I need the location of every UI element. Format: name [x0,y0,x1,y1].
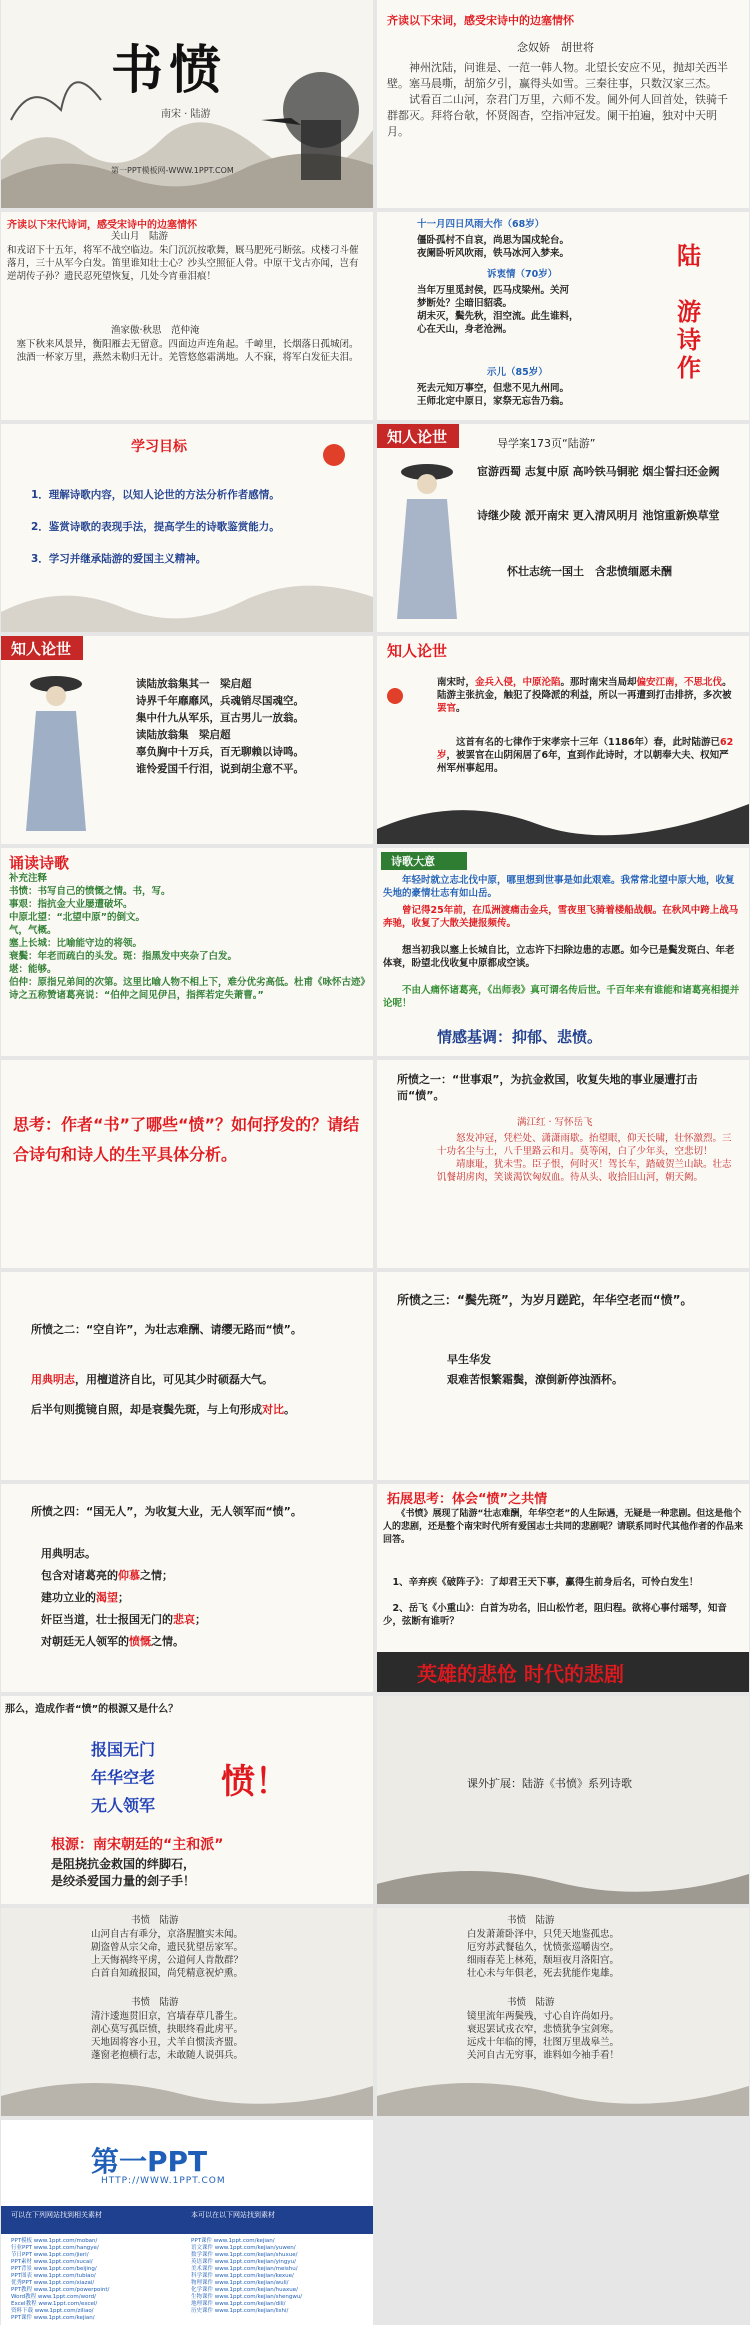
slide-title-text: 书愤 [111,40,228,101]
poem-title-2: 书愤 陆游 [131,1997,179,2008]
poem-title: 书愤 陆游 [507,1915,555,1926]
poem-body-2: 镜里流年两鬓残，寸心自许尚如丹。 衰迟罢试戎衣窄，悲愤犹争宝剑寒。 远戍十年临的博，壮图万里战皋兰。 关河自古无穷事，谁料如今袖手看！ [467,2011,620,2061]
slide-heading: 齐读以下宋词，感受宋诗中的边塞情怀 [387,14,574,27]
mountain-decoration [377,2056,749,2116]
extension-paragraph: 《书愤》展现了陆游“壮志难酬，年华空老”的人生际遇，无疑是一种悲剧。但这是他个人的悲剧，还是整个南宋时代所有爱国志士共同的悲剧呢？请联系同时代其他作者的作品来回答。 [383,1509,744,1545]
analysis-3: 奸臣当道，壮士报国无门的悲哀； [41,1613,206,1626]
goal-item: 3．学习并继承陆游的爱国主义精神。 [31,553,207,565]
slide-recite [1,848,373,1056]
anger-point: 所愤之三：“鬓先斑”，为岁月蹉跎，年华空老而“愤”。 [397,1293,693,1307]
slide-niannujiao [377,0,749,208]
poem-a-title: 十一月四日风雨大作（68岁） [417,219,545,230]
slide-goals [1,424,373,632]
resource-link[interactable]: 历史课件 www.1ppt.com/kejian/lishi/ [191,2308,289,2314]
column-title-right: 本可以在以下网站找到素材 [191,2211,275,2219]
poem-c: 死去元知万事空，但悲不见九州同。 王师北定中原日，家祭无忘告乃翁。 [417,383,570,407]
resource-link[interactable]: PPT图表 www.1ppt.com/tubiao/ [11,2273,96,2279]
slide-heading: 拓展思考：体会“愤”之共情 [387,1492,548,1507]
red-sun-icon [387,688,403,704]
slide-anger-3 [377,1272,749,1480]
slide-guanshanyue [1,212,373,420]
cause-item: 无人领军 [91,1796,156,1815]
poem-title-2: 书愤 陆游 [507,1997,555,2008]
couplet-1: 宦游西蜀 志复中原 高吟铁马铜驼 烟尘誓扫还金阙 [477,465,720,478]
annotation-notes: 补充注释 书愤：书写自己的愤慨之情。书，写。 事艰：指抗金大业屡遭破坏。 中原北望：“北望中原”的倒文。 气，气概。 塞上长城：比喻能守边的将领。 衰鬓：年老而疏白的头发。斑：指黑发中夹杂了白发。 堪：能够。 伯仲：原指兄弟间的次第。这里比喻人物不相上下，难分优劣高低。杜甫《咏怀古迹》诗之五称赞诸葛亮说：“伯仲之间见伊吕，指挥若定失萧曹。” [9,873,366,1001]
goal-item: 1．理解诗歌内容，以知人论世的方法分析作者感情。 [31,489,280,501]
slide-background-2 [1,636,373,844]
meaning-p1: 年轻时就立志北伐中原，哪里想到世事是如此艰难。我常常北望中原大地，收复失地的豪情壮志有如山岳。 [383,875,735,899]
slide-anger-4 [1,1484,373,1692]
slide-poems-a [1,1908,373,2116]
ink-mountain-decoration [377,784,749,844]
slide-anger-1 [377,1060,749,1268]
paragraph-2: 这首有名的七律作于宋孝宗十三年（1186年）春，此时陆游已62岁，被罢官在山阴闲居了6年，直到作此诗时，才以朝奉大夫、权知严州军州事起用。 [437,737,734,774]
slide-meaning [377,848,749,1056]
slide-luyou-poems [377,212,749,420]
meaning-p3: 想当初我以塞上长城自比，立志许下扫除边患的志愿。如今已是鬓发斑白、年老体衰，盼望北伐收复中原都成空谈。 [383,945,735,969]
meaning-p4: 不由人痛怀诸葛亮，《出师表》真可谓名传后世。千百年来有谁能和诸葛亮相提并论呢！ [383,985,740,1009]
poem-body: 白发萧萧卧泽中，只凭天地鉴孤忠。 厄穷苏武餐毡久，忧愤张巡嚼齿空。 细雨春芜上林苑，颓垣夜月洛阳宫。 壮心未与年俱老，死去犹能作鬼雄。 [467,1929,620,1979]
slide-poems-b [377,1908,749,2116]
slide-ending [1,2120,373,2325]
liang-poems: 读陆放翁集其一 梁启超 诗界千年靡靡风，兵魂销尽国魂空。 集中什九从军乐，亘古男儿一放翁。 读陆放翁集 梁启超 辜负胸中十万兵，百无聊赖以诗鸣。 谁怜爱国千行泪，说到胡尘意不平。 [136,678,304,775]
brand-url: HTTP://WWW.1PPT.COM [101,2176,226,2186]
poem-body: 神州沈陆，问谁是、一范一韩人物。北望长安应不见，抛却关西半壁。塞马晨嘶，胡笳夕引，赢得头如雪。三秦往事，只数汉家三杰。 试看百二山河，奈君门万里，六师不发。阃外何人回首处，铁骑千群都灭。拜将台欹，怀贤阁杳，空指冲冠发。阑干拍遍，独对中天明月。 [387,61,728,138]
link-list-left [11,2238,186,2322]
mountain-decoration [1,572,373,632]
resource-link[interactable]: 数学课件 www.1ppt.com/kejian/shuxue/ [191,2252,298,2258]
extension-item-2: 2、岳飞《小重山》：白首为功名，旧山松竹老，阻归程。欲将心事付瑶琴，知音少，弦断有谁听？ [383,1603,727,1627]
meaning-p2: 曾记得25年前，在瓜洲渡痛击金兵，雪夜里飞骑着楼船战舰。在秋风中跨上战马奔驰，收复了大散关捷报频传。 [383,905,739,929]
red-sun-icon [323,444,345,466]
poem-b: 当年万里觅封侯，匹马戍梁州。关河 梦断处？尘暗旧貂裘。 胡未灭，鬓先秋，泪空流。此生谁料， 心在天山，身老沧洲。 [417,285,579,335]
root-detail: 是阻挠抗金救国的绊脚石， 是绞杀爱国力量的刽子手！ [51,1857,196,1888]
slide-extension [377,1484,749,1692]
cause-item: 报国无门 [91,1740,156,1759]
poem-title: 书愤 陆游 [131,1915,179,1926]
poem-b-title: 诉衷情（70岁） [487,269,558,280]
goal-list [31,479,280,575]
extension-item-1: 1、辛弃疾《破阵子》：了却君王天下事，赢得生前身后名，可怜白发生！ [383,1577,699,1588]
slide-root-cause [1,1696,373,1904]
slide-anger-2 [1,1272,373,1480]
resource-link[interactable]: PPT模板 www.1ppt.com/moban/ [11,2238,98,2244]
analysis-1: 用典明志，用檀道济自比，可见其少时硕磊大气。 [31,1373,273,1386]
resource-link[interactable]: 化学课件 www.1ppt.com/kejian/huaxue/ [191,2287,298,2293]
slide-footer: 第一PPT模板网-WWW.1PPT.COM [111,166,234,175]
mountain-decoration [377,1844,749,1904]
resource-link[interactable]: PPT课件 www.1ppt.com/kejian/ [11,2315,95,2321]
link-list-right [191,2238,366,2315]
poem-body: 山河自古有乖分，京洛腥膻实未闻。 剧盗曾从宗父命，遗民犹望岳家军。 上天悔祸终平虏，公道何人肯散群？ 白首自知疏报国，尚凭精意祝炉熏。 [91,1929,244,1979]
resource-link[interactable]: 物理课件 www.1ppt.com/kejian/wuli/ [191,2280,289,2286]
slide-heading: 知人论世 [11,640,72,658]
resource-link[interactable]: 行业PPT www.1ppt.com/hangye/ [11,2245,99,2251]
couplet-2: 诗继少陵 派开南宋 更入清风明月 池馆重新焕草堂 [477,509,720,522]
resource-link[interactable]: Word教程 www.1ppt.com/word/ [11,2294,96,2300]
summary-line: 怀壮志统一国土 含悲愤缅愿未酬 [507,565,672,578]
poem-c-title: 示儿（85岁） [487,367,548,378]
resource-link[interactable]: 美术课件 www.1ppt.com/kejian/meishu/ [191,2266,298,2272]
resource-link[interactable]: 地理课件 www.1ppt.com/kejian/dili/ [191,2301,286,2307]
slide-title [1,0,373,208]
slide-heading: 知人论世 [387,642,448,660]
brand-logo: 第一PPT [91,2145,208,2178]
resource-link[interactable]: PPT课件 www.1ppt.com/kejian/ [191,2238,275,2244]
slide-subtitle: 导学案173页“陆游” [497,437,596,450]
side-title: 陆 游 诗 作 [677,242,701,382]
section-tag: 诗歌大意 [391,855,435,868]
poem-title: 关山月 陆游 [111,231,169,242]
slide-background-3 [377,636,749,844]
resource-link[interactable]: 优秀PPT www.1ppt.com/xiazai/ [11,2280,95,2286]
resource-link[interactable]: PPT素材 www.1ppt.com/sucai/ [11,2259,93,2265]
anger-point: 所愤之二：“空自许”，为壮志难酬、请缨无路而“愤”。 [31,1323,302,1336]
extension-text: 课外扩展：陆游《书愤》系列诗歌 [467,1777,632,1790]
slide-extra-reading [377,1696,749,1904]
slide-heading: 学习目标 [131,439,187,455]
slide-background-1 [377,424,749,632]
paragraph-1: 南宋时，金兵入侵，中原沦陷。那时南宋当局却偏安江南，不思北伐。陆游主张抗金，触犯了投降派的利益，所以一再遭到打击排挤，多次被罢官。 [437,677,732,714]
root-title: 根源：南宋朝廷的“主和派” [51,1837,224,1853]
slide-author: 南宋 · 陆游 [161,109,211,120]
question-text: 思考：作者“书”了哪些“愤”？如何抒发的？请结合诗句和诗人的生平具体分析。 [13,1115,360,1164]
poem-body: 和戎诏下十五年，将军不战空临边。朱门沉沉按歌舞，厩马肥死弓断弦。戍楼刁斗催落月，三十从军今白发。笛里谁知壮士心？沙头空照征人骨。中原干戈古亦闻，岂有逆胡传子孙？遗民忍死望恢复，几处今宵垂泪痕！ [7,245,359,282]
banner-text: 英雄的悲怆 时代的悲剧 [417,1662,624,1686]
mountain-decoration [1,2056,373,2116]
luyou-portrait-illustration [387,454,467,624]
luyou-portrait-illustration [16,666,96,836]
cause-list [91,1736,155,1820]
resource-link[interactable]: 资料下载 www.1ppt.com/ziliao/ [11,2308,94,2314]
resource-link[interactable]: Excel教程 www.1ppt.com/excel/ [11,2301,98,2307]
anger-point: 所愤之一：“世事艰”，为抗金救国，收复失地的事业屡遭打击而“愤”。 [397,1073,698,1102]
resource-link[interactable]: 英语课件 www.1ppt.com/kejian/yingyu/ [191,2259,296,2265]
poem-body-2: 清汴逶迤贯旧京，宫墙春草几番生。 剖心莫写孤臣愤，抉眼终看此虏平。 天地固将容小丑，犬羊自惯渎齐盟。 蓬窗老抱横行志，未敢随人说弭兵。 [91,2011,244,2061]
big-character: 愤！ [221,1762,289,1802]
poem-title-2: 渔家傲·秋思 范仲淹 [111,325,200,336]
slide-heading: 诵读诗歌 [9,854,70,872]
poem-body-2: 塞下秋来风景异，衡阳雁去无留意。四面边声连角起。千嶂里，长烟落日孤城闭。 浊酒一杯家万里，燕然未勒归无计。羌管悠悠霜满地。人不寐，将军白发征夫泪。 [16,339,359,363]
cause-item: 年华空老 [91,1768,156,1787]
quote-line: 艰难苦恨繁霜鬓，潦倒新停浊酒杯。 [447,1373,623,1386]
resource-link[interactable]: 语文课件 www.1ppt.com/kejian/yuwen/ [191,2245,296,2251]
resource-link[interactable]: PPT背景 www.1ppt.com/beijing/ [11,2266,97,2272]
slide-question [1,1060,373,1268]
resource-link[interactable]: 科学课件 www.1ppt.com/kejian/kexue/ [191,2273,294,2279]
analysis-4: 对朝廷无人领军的愤慨之情。 [41,1635,184,1648]
poem-body: 怒发冲冠，凭栏处、潇潇雨歇。抬望眼，仰天长啸，壮怀激烈。三十功名尘与土，八千里路云和月。莫等闲，白了少年头，空悲切！ 靖康耻，犹未雪。臣子恨，何时灭！驾长车，踏破贺兰山缺。壮志饥餐胡虏肉，笑谈渴饮匈奴血。待从头、收拾旧山河，朝天阙。 [437,1133,732,1183]
goal-item: 2．鉴赏诗歌的表现手法，提高学生的诗歌鉴赏能力。 [31,521,280,533]
anger-point: 所愤之四：“国无人”，为收复大业，无人领军而“愤”。 [31,1505,302,1518]
slide-heading: 齐读以下宋代诗词，感受宋诗中的边塞情怀 [7,220,197,231]
analysis-2: 建功立业的渴望； [41,1591,129,1604]
resource-link[interactable]: PPT教程 www.1ppt.com/powerpoint/ [11,2287,110,2293]
slide-heading: 知人论世 [387,428,448,446]
resource-link[interactable]: 节日PPT www.1ppt.com/jieri/ [11,2252,89,2258]
poem-subtitle: 念奴娇 胡世将 [517,41,594,54]
idiom: 早生华发 [447,1353,491,1366]
analysis-title: 用典明志。 [41,1547,96,1560]
poem-a: 僵卧孤村不自哀，尚思为国戍轮台。 夜阑卧听风吹雨，铁马冰河入梦来。 [417,235,570,259]
poem-title: 满江红 · 写怀岳飞 [517,1117,593,1128]
slide-question: 那么，造成作者“愤”的根源又是什么？ [5,1704,179,1715]
tone-summary: 情感基调：抑郁、悲愤。 [437,1028,603,1046]
analysis-2: 后半句则揽镜自照，却是衰鬓先斑，与上句形成对比。 [31,1403,295,1416]
resource-link[interactable]: 生物课件 www.1ppt.com/kejian/shengwu/ [191,2294,303,2300]
analysis-1: 包含对诸葛亮的仰慕之情； [41,1569,173,1582]
column-title-left: 可以在下列网站找到相关素材 [11,2211,102,2219]
